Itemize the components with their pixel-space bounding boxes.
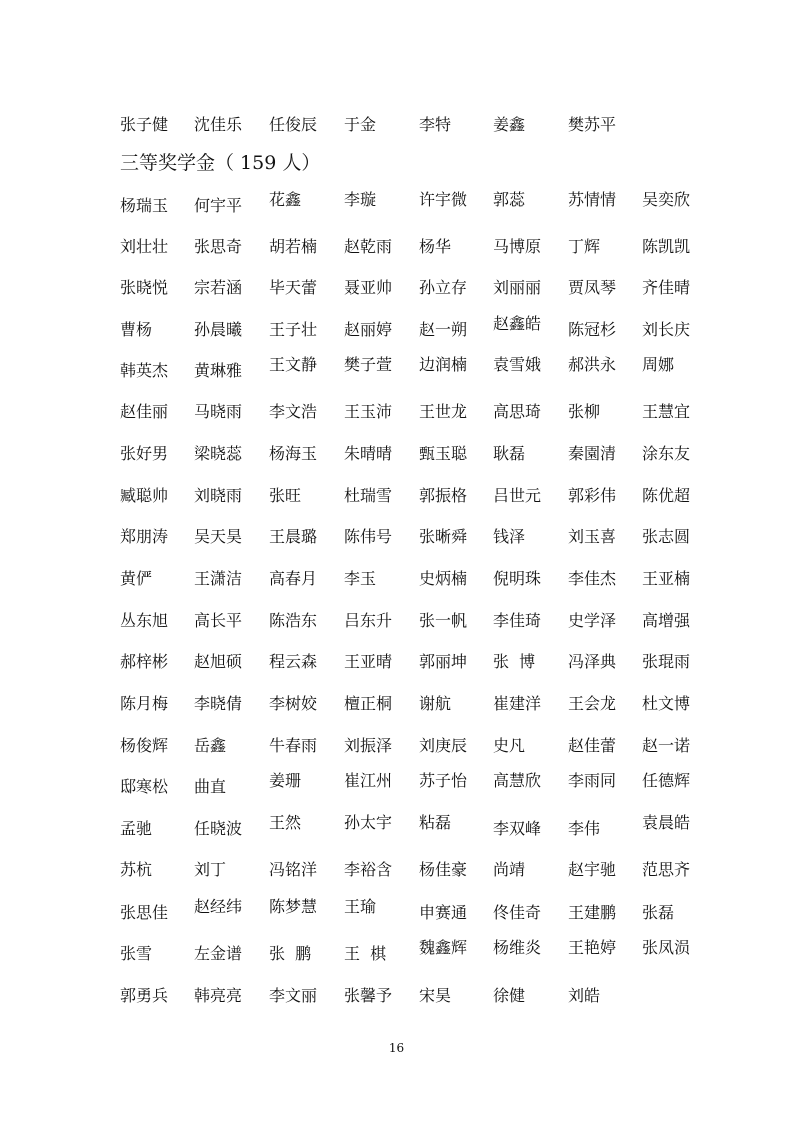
name-entry: 何宇平 xyxy=(194,196,243,215)
name-entry: 高增强 xyxy=(642,611,691,630)
name-entry: 范思齐 xyxy=(642,860,691,879)
name-entry: 刘丽丽 xyxy=(493,278,542,297)
name-entry: 郭彩伟 xyxy=(568,486,617,505)
name-entry: 郭振格 xyxy=(419,486,468,505)
name-entry: 任俊辰 xyxy=(269,115,318,134)
section-title: 三等奖学金（ 159 人） xyxy=(120,152,321,174)
name-entry: 倪明珠 xyxy=(493,569,542,588)
name-entry: 杨佳豪 xyxy=(419,860,468,879)
name-entry: 张馨予 xyxy=(344,986,393,1005)
name-entry: 张雪 xyxy=(120,944,153,963)
name-entry: 李树姣 xyxy=(269,694,318,713)
name-entry: 赵旭硕 xyxy=(194,652,243,671)
name-entry: 王亚晴 xyxy=(344,652,393,671)
name-entry: 王建鹏 xyxy=(568,903,617,922)
name-entry: 耿磊 xyxy=(493,444,526,463)
name-entry: 杨海玉 xyxy=(269,444,318,463)
name-entry: 张一帆 xyxy=(419,611,468,630)
name-entry: 张子健 xyxy=(120,115,169,134)
name-entry: 王 棋 xyxy=(344,944,387,963)
name-entry: 高长平 xyxy=(194,611,243,630)
name-entry: 王玉沛 xyxy=(344,402,393,421)
name-entry: 李佳杰 xyxy=(568,569,617,588)
name-entry: 王子壮 xyxy=(269,320,318,339)
name-entry: 郭勇兵 xyxy=(120,986,169,1005)
name-entry: 邸寒松 xyxy=(120,777,169,796)
name-entry: 吴奕欣 xyxy=(642,190,691,209)
name-entry: 孟驰 xyxy=(120,819,153,838)
name-entry: 程云森 xyxy=(269,652,318,671)
name-entry: 申赛通 xyxy=(419,903,468,922)
name-entry: 王晨璐 xyxy=(269,527,318,546)
name-entry: 李佳琦 xyxy=(493,611,542,630)
name-entry: 赵佳蕾 xyxy=(568,736,617,755)
name-entry: 张琨雨 xyxy=(642,652,691,671)
name-entry: 高春月 xyxy=(269,569,318,588)
name-entry: 张志圆 xyxy=(642,527,691,546)
name-entry: 刘长庆 xyxy=(642,320,691,339)
name-entry: 赵鑫皓 xyxy=(493,314,542,333)
name-entry: 张磊 xyxy=(642,903,675,922)
name-entry: 杜文博 xyxy=(642,694,691,713)
name-entry: 佟佳奇 xyxy=(493,903,542,922)
name-entry: 李裕含 xyxy=(344,860,393,879)
name-entry: 苏杭 xyxy=(120,860,153,879)
name-entry: 黄琳雅 xyxy=(194,361,243,380)
name-entry: 郝洪永 xyxy=(568,355,617,374)
name-entry: 张 博 xyxy=(493,652,536,671)
name-entry: 张柳 xyxy=(568,402,601,421)
name-entry: 花鑫 xyxy=(269,190,302,209)
name-entry: 毕天蕾 xyxy=(269,278,318,297)
name-entry: 郝梓彬 xyxy=(120,652,169,671)
name-entry: 冯泽典 xyxy=(568,652,617,671)
name-entry: 苏情情 xyxy=(568,190,617,209)
name-entry: 赵宇驰 xyxy=(568,860,617,879)
name-entry: 马晓雨 xyxy=(194,402,243,421)
name-entry: 宗若涵 xyxy=(194,278,243,297)
name-entry: 沈佳乐 xyxy=(194,115,243,134)
name-entry: 李文浩 xyxy=(269,402,318,421)
name-entry: 魏鑫辉 xyxy=(419,938,468,957)
name-entry: 王艳婷 xyxy=(568,938,617,957)
name-entry: 聂亚帅 xyxy=(344,278,393,297)
name-entry: 李雨同 xyxy=(568,771,617,790)
name-entry: 袁雪娥 xyxy=(493,355,542,374)
name-entry: 王会龙 xyxy=(568,694,617,713)
name-entry: 李璇 xyxy=(344,190,377,209)
name-entry: 牛春雨 xyxy=(269,736,318,755)
name-entry: 陈伟号 xyxy=(344,527,393,546)
name-entry: 赵一诺 xyxy=(642,736,691,755)
name-entry: 边润楠 xyxy=(419,355,468,374)
name-entry: 姜鑫 xyxy=(493,115,526,134)
name-entry: 马博原 xyxy=(493,237,542,256)
name-entry: 张凤涢 xyxy=(642,938,691,957)
name-entry: 陈浩东 xyxy=(269,611,318,630)
name-entry: 陈梦慧 xyxy=(269,897,318,916)
name-entry: 刘丁 xyxy=(194,860,227,879)
name-entry: 苏子怡 xyxy=(419,771,468,790)
name-entry: 赵佳丽 xyxy=(120,402,169,421)
name-entry: 王然 xyxy=(269,813,302,832)
name-entry: 于金 xyxy=(344,115,377,134)
name-entry: 杜瑞雪 xyxy=(344,486,393,505)
name-entry: 冯铭洋 xyxy=(269,860,318,879)
name-entry: 陈月梅 xyxy=(120,694,169,713)
name-entry: 王世龙 xyxy=(419,402,468,421)
name-entry: 张旺 xyxy=(269,486,302,505)
name-entry: 胡若楠 xyxy=(269,237,318,256)
name-entry: 樊苏平 xyxy=(568,115,617,134)
name-entry: 韩亮亮 xyxy=(194,986,243,1005)
name-entry: 崔建洋 xyxy=(493,694,542,713)
name-entry: 张好男 xyxy=(120,444,169,463)
name-entry: 陈冠杉 xyxy=(568,320,617,339)
name-entry: 刘壮壮 xyxy=(120,237,169,256)
name-entry: 臧聪帅 xyxy=(120,486,169,505)
name-entry: 李伟 xyxy=(568,819,601,838)
name-entry: 曲直 xyxy=(194,777,227,796)
name-entry: 崔江州 xyxy=(344,771,393,790)
name-entry: 任晓波 xyxy=(194,819,243,838)
name-entry: 檀正桐 xyxy=(344,694,393,713)
name-entry: 刘玉喜 xyxy=(568,527,617,546)
name-entry: 赵一朔 xyxy=(419,320,468,339)
name-entry: 朱晴晴 xyxy=(344,444,393,463)
name-entry: 粘磊 xyxy=(419,813,452,832)
name-entry: 杨瑞玉 xyxy=(120,196,169,215)
name-entry: 高思琦 xyxy=(493,402,542,421)
name-entry: 张思佳 xyxy=(120,903,169,922)
name-entry: 刘振泽 xyxy=(344,736,393,755)
name-entry: 孙晨曦 xyxy=(194,320,243,339)
name-entry: 李双峰 xyxy=(493,819,542,838)
name-entry: 姜珊 xyxy=(269,771,302,790)
name-entry: 吕世元 xyxy=(493,486,542,505)
name-entry: 王慧宜 xyxy=(642,402,691,421)
name-entry: 刘庚辰 xyxy=(419,736,468,755)
name-entry: 秦園清 xyxy=(568,444,617,463)
name-entry: 杨华 xyxy=(419,237,452,256)
name-entry: 岳鑫 xyxy=(194,736,227,755)
name-entry: 徐健 xyxy=(493,986,526,1005)
name-entry: 袁晨皓 xyxy=(642,813,691,832)
name-entry: 杨俊辉 xyxy=(120,736,169,755)
name-entry: 李晓倩 xyxy=(194,694,243,713)
name-entry: 齐佳晴 xyxy=(642,278,691,297)
name-entry: 左金谱 xyxy=(194,944,243,963)
name-entry: 李文丽 xyxy=(269,986,318,1005)
name-entry: 李玉 xyxy=(344,569,377,588)
name-entry: 黄俨 xyxy=(120,569,153,588)
name-entry: 张思奇 xyxy=(194,237,243,256)
name-entry: 赵丽婷 xyxy=(344,320,393,339)
name-entry: 谢航 xyxy=(419,694,452,713)
name-entry: 甄玉聪 xyxy=(419,444,468,463)
name-entry: 郑朋涛 xyxy=(120,527,169,546)
name-entry: 高慧欣 xyxy=(493,771,542,790)
name-entry: 王文静 xyxy=(269,355,318,374)
name-entry: 涂东友 xyxy=(642,444,691,463)
name-entry: 陈优超 xyxy=(642,486,691,505)
name-entry: 王潇洁 xyxy=(194,569,243,588)
name-entry: 刘晓雨 xyxy=(194,486,243,505)
name-entry: 刘皓 xyxy=(568,986,601,1005)
page-number: 16 xyxy=(388,1041,405,1055)
name-entry: 张晓悦 xyxy=(120,278,169,297)
name-entry: 曹杨 xyxy=(120,320,153,339)
name-entry: 吕东升 xyxy=(344,611,393,630)
name-entry: 许宇微 xyxy=(419,190,468,209)
name-entry: 丛东旭 xyxy=(120,611,169,630)
name-entry: 尚靖 xyxy=(493,860,526,879)
name-entry: 史炳楠 xyxy=(419,569,468,588)
name-entry: 李特 xyxy=(419,115,452,134)
name-entry: 赵乾雨 xyxy=(344,237,393,256)
name-entry: 周娜 xyxy=(642,355,675,374)
name-entry: 史凡 xyxy=(493,736,526,755)
name-entry: 宋昊 xyxy=(419,986,452,1005)
name-entry: 张 鹏 xyxy=(269,944,312,963)
name-entry: 丁辉 xyxy=(568,237,601,256)
name-entry: 韩英杰 xyxy=(120,361,169,380)
name-entry: 郭蕊 xyxy=(493,190,526,209)
name-entry: 孙太宇 xyxy=(344,813,393,832)
name-entry: 钱泽 xyxy=(493,527,526,546)
name-entry: 吴天昊 xyxy=(194,527,243,546)
name-entry: 王瑜 xyxy=(344,897,377,916)
name-entry: 史学泽 xyxy=(568,611,617,630)
name-entry: 任德辉 xyxy=(642,771,691,790)
name-entry: 郭丽坤 xyxy=(419,652,468,671)
name-entry: 杨维炎 xyxy=(493,938,542,957)
name-entry: 赵经纬 xyxy=(194,897,243,916)
name-entry: 陈凯凯 xyxy=(642,237,691,256)
name-entry: 梁晓蕊 xyxy=(194,444,243,463)
name-entry: 张晰舜 xyxy=(419,527,468,546)
name-entry: 樊子萱 xyxy=(344,355,393,374)
name-entry: 贾凤琴 xyxy=(568,278,617,297)
name-entry: 孙立存 xyxy=(419,278,468,297)
name-entry: 王亚楠 xyxy=(642,569,691,588)
